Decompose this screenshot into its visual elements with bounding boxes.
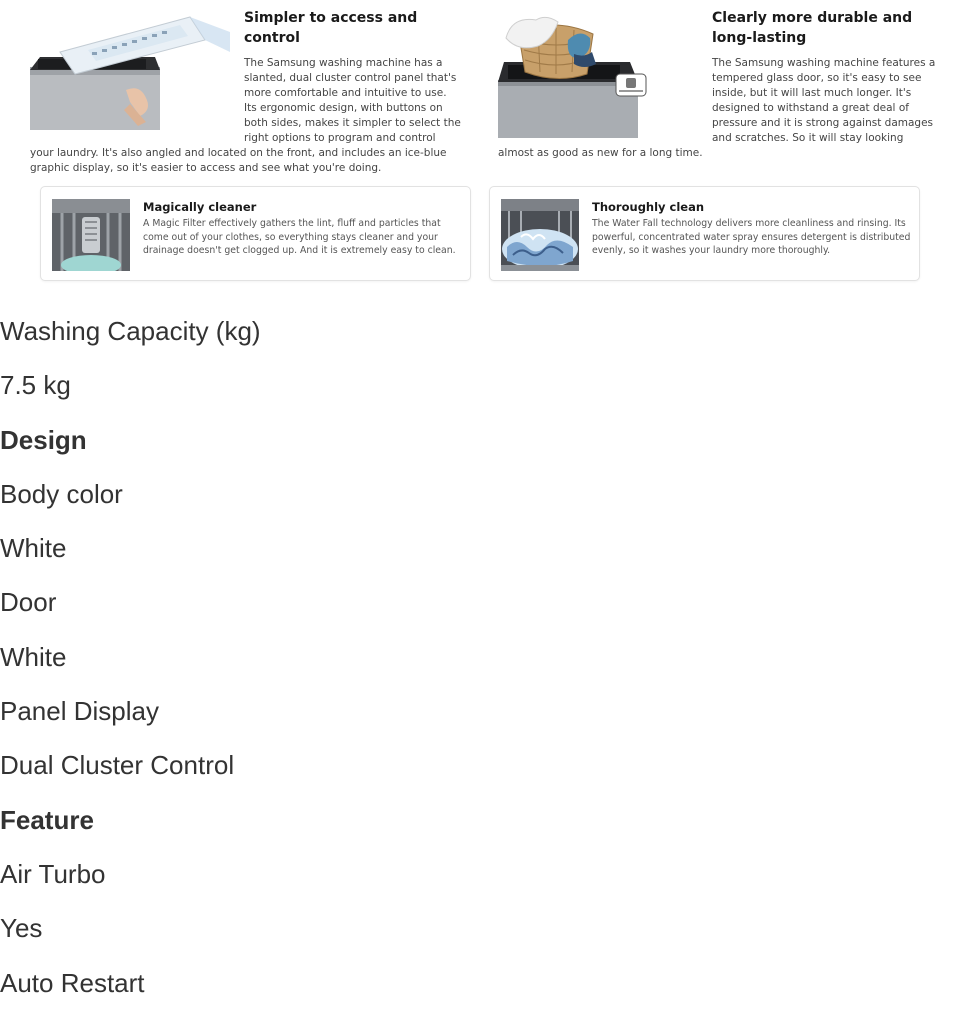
specification-list (0, 304, 960, 1010)
spec-label-auto-restart: Auto Restart (0, 967, 145, 998)
spec-label-washing-capacity: Washing Capacity (kg) (0, 316, 261, 346)
spec-label-panel-display: Panel Display (0, 696, 159, 727)
feature-card-magic-filter (40, 186, 471, 281)
feature-title: Simpler to access and control (244, 10, 418, 46)
spec-value-panel-display: Dual Cluster Control (0, 750, 235, 781)
spec-section-design: Design (0, 424, 87, 455)
feature-durable (498, 0, 938, 161)
feature-access-control (30, 0, 462, 176)
spec-value-washing-capacity: 7.5 kg (0, 370, 71, 401)
feature-card-water-fall (489, 186, 920, 281)
magic-filter-image (52, 199, 130, 271)
spec-value-door: White (0, 641, 67, 672)
card-description: The Water Fall technology delivers more cleanliness and rinsing. Its powerful, concentrated water spray ensures detergent is distributed evenly, so it washes your laundry more thoroughly. (592, 218, 911, 256)
spec-label-air-turbo: Air Turbo (0, 858, 106, 889)
feature-description: The Samsung washing machine has a slanted, dual cluster control panel that's more comfortable and intuitive to use. Its ergonomic design, with buttons on both sides, makes it simpler to select the right options to program and control your laundry. It's also angled and located on the front, and includes an ice-blue graphic display, so it's easier to access and see what you're doing. (30, 57, 461, 174)
spec-label-body-color: Body color (0, 478, 123, 509)
spec-section-feature: Feature (0, 804, 94, 835)
spec-value-air-turbo: Yes (0, 913, 43, 944)
water-fall-image (501, 199, 579, 271)
feature-banner (0, 0, 960, 300)
card-title: Thoroughly clean (592, 200, 705, 214)
feature-description: The Samsung washing machine features a tempered glass door, so it's easy to see inside, but it will last much longer. It's designed to withstand a great deal of pressure and it is strong against damages and scratches. So it will stay looking almost as good as new for a long time. (498, 57, 936, 159)
spec-label-door: Door (0, 587, 57, 618)
card-title: Magically cleaner (143, 200, 257, 214)
feature-title: Clearly more durable and long-lasting (712, 10, 913, 46)
spec-value-body-color: White (0, 533, 67, 564)
washer-control-panel-image (30, 12, 230, 130)
card-description: A Magic Filter effectively gathers the lint, fluff and particles that come out of your clothes, so everything stays cleaner and your drainage doesn't get clogged up. And it is extremely easy to clean. (143, 218, 456, 256)
washer-laundry-basket-image (498, 10, 698, 138)
